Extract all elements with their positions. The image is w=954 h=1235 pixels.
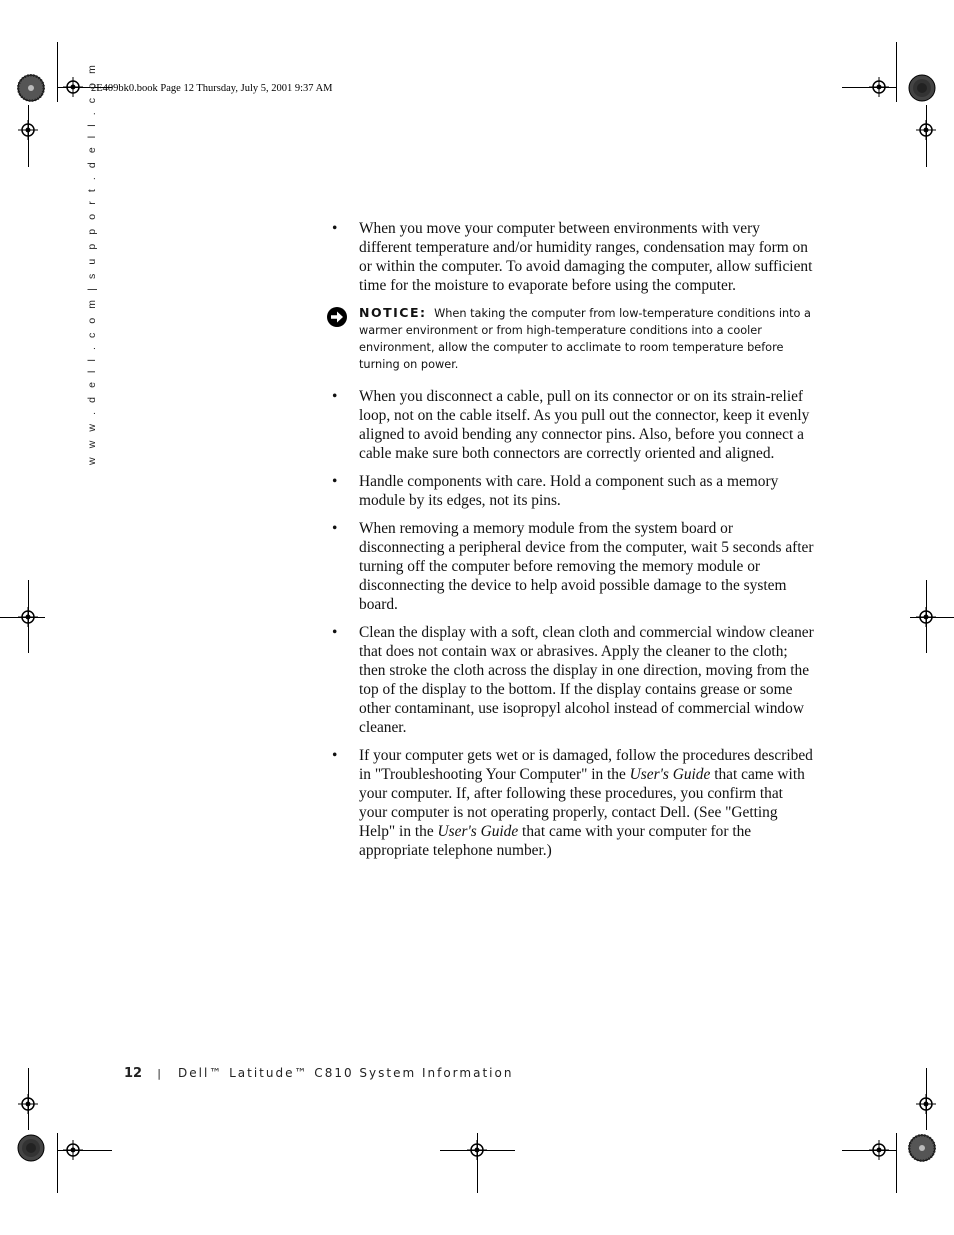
registration-mark-icon [916, 607, 936, 627]
registration-mark-icon [869, 77, 889, 97]
registration-mark-icon [63, 77, 83, 97]
arrow-right-circle-icon [326, 306, 348, 328]
starburst-mark-icon [908, 74, 936, 102]
text-run: If your computer gets wet or is damaged, follow the procedures described in "Troubleshooting Your Computer" in the [359, 747, 813, 783]
list-item-text: Clean the display with a soft, clean cloth and commercial window cleaner that does not contain wax or abrasives. Apply the cleaner to the cloth; then stroke the cloth across the display in one direction, moving from the top of the display to the bottom. If the display contains grease or some other contaminant, use isopropyl alcohol instead of commercial window cleaner. [359, 624, 814, 736]
page-footer [124, 1062, 513, 1081]
list-item [332, 746, 814, 860]
registration-mark-icon [869, 1140, 889, 1160]
bullet-symbol: • [332, 473, 338, 490]
starburst-mark-icon [17, 74, 45, 102]
book-title: User's Guide [629, 766, 711, 783]
footer-title: Dell™ Latitude™ C810 System Information [178, 1066, 514, 1080]
notice-label: NOTICE: [359, 305, 427, 320]
bullet-symbol: • [332, 520, 338, 537]
registration-mark-icon [18, 120, 38, 140]
starburst-mark-icon [17, 1134, 45, 1162]
registration-mark-icon [916, 120, 936, 140]
list-item-text [359, 747, 813, 859]
text-run: that came with your computer for the appropriate telephone number.) [359, 823, 752, 859]
registration-mark-icon [18, 607, 38, 627]
starburst-mark-icon [908, 1134, 936, 1162]
list-item-text: When you move your computer between environments with very different temperature and/or humidity ranges, condensation may form on or within the computer. To avoid damaging the computer, allow sufficient time for the moisture to evaporate before using the computer. [359, 220, 813, 294]
notice-box [332, 304, 814, 373]
list-item [332, 219, 814, 295]
bullet-symbol: • [332, 220, 338, 237]
bullet-symbol: • [332, 747, 338, 764]
list-item [332, 387, 814, 463]
notice-text: When taking the computer from low-temperature conditions into a warmer environment or from high-temperature conditions into a cooler environment, allow the computer to acclimate to room temperature before turning on power. [359, 307, 811, 371]
bullet-symbol: • [332, 624, 338, 641]
crop-line [896, 1133, 897, 1193]
list-item-text: When removing a memory module from the system board or disconnecting a peripheral device from the computer, wait 5 seconds after turning off the computer before removing the memory module or disconnecting the device to help avoid possible damage to the system board. [359, 520, 814, 613]
registration-mark-icon [18, 1094, 38, 1114]
text-run: that came with your computer. If, after following these procedures, you confirm that your computer is not operating properly, contact Dell. (See "Getting Help" in the [359, 766, 805, 840]
footer-separator: | [157, 1067, 161, 1080]
side-url: w w w . d e l l . c o m | s u p p o r t . d e l l . c o m [86, 62, 98, 465]
list-item [332, 472, 814, 510]
bullet-symbol: • [332, 388, 338, 405]
file-info-header: 2E409bk0.book Page 12 Thursday, July 5, 2001 9:37 AM [91, 83, 333, 94]
registration-mark-icon [916, 1094, 936, 1114]
safety-instructions [332, 219, 814, 869]
list-item [332, 519, 814, 614]
list-item-text: Handle components with care. Hold a component such as a memory module by its edges, not its pins. [359, 473, 779, 509]
list-item-text: When you disconnect a cable, pull on its connector or on its strain-relief loop, not on the cable itself. As you pull out the connector, keep it evenly aligned to avoid bending any connector pins. Also, before you connect a cable make sure both connectors are correctly oriented and aligned. [359, 388, 810, 462]
crop-line [57, 42, 58, 102]
page-number: 12 [124, 1066, 143, 1081]
registration-mark-icon [467, 1140, 487, 1160]
list-item [332, 623, 814, 737]
crop-line [896, 42, 897, 102]
registration-mark-icon [63, 1140, 83, 1160]
crop-line [57, 1133, 58, 1193]
book-title: User's Guide [437, 823, 519, 840]
